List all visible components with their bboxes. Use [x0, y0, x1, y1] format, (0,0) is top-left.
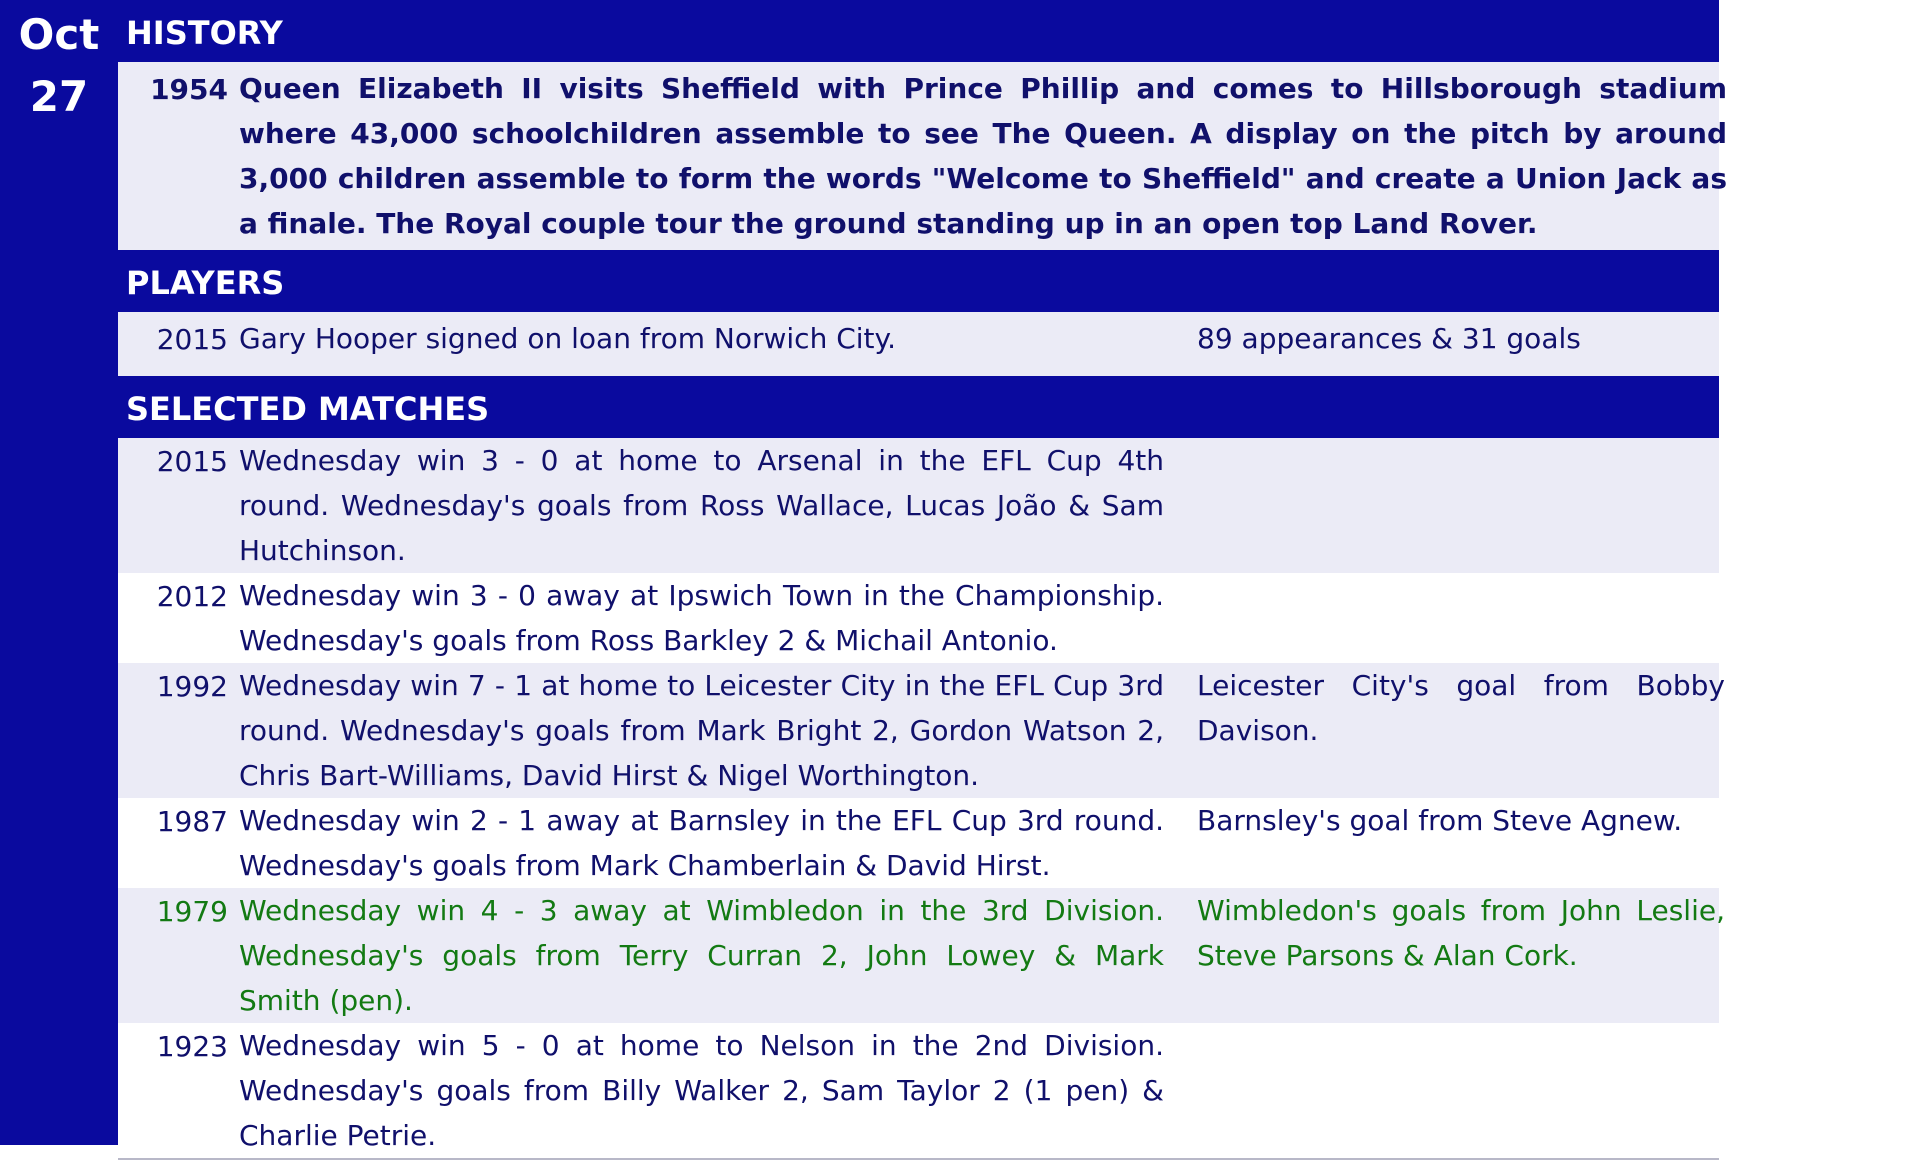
player-entry — [118, 312, 1719, 376]
match-entry — [118, 438, 1719, 573]
entry-text: Wednesday win 3 - 0 at home to Arsenal in the EFL Cup 4th round. Wednesday's goals from Ross Wallace, Lucas João & Sam Hutchinson. — [239, 444, 1164, 567]
history-header: HISTORY — [118, 0, 1719, 62]
content-area — [118, 0, 1727, 1160]
entry-year: 1954 — [150, 73, 228, 106]
date-month: Oct — [18, 10, 100, 59]
match-entry-highlighted — [118, 888, 1725, 1023]
entry-note: Leicester City's goal from Bobby Davison. — [1197, 669, 1725, 747]
entry-text: Wednesday win 5 - 0 at home to Nelson in the 2nd Division. Wednesday's goals from Billy Walker 2, Sam Taylor 2 (1 pen) & Charlie Petrie. — [239, 1029, 1164, 1152]
entry-year: 2015 — [156, 445, 228, 478]
entry-text: Wednesday win 2 - 1 away at Barnsley in the EFL Cup 3rd round. Wednesday's goals from Mark Chamberlain & David Hirst. — [239, 804, 1164, 882]
entry-year: 1979 — [156, 895, 228, 928]
entry-note — [1164, 438, 1725, 573]
entry-year: 2012 — [156, 580, 228, 613]
entry-note — [1164, 573, 1725, 663]
entry-note: 89 appearances & 31 goals — [1197, 322, 1581, 355]
entry-note: Barnsley's goal from Steve Agnew. — [1197, 804, 1683, 837]
entry-text: Wednesday win 4 - 3 away at Wimbledon in the 3rd Division. Wednesday's goals from Terry Curran 2, John Lowey & Mark Smith (pen). — [239, 894, 1164, 1017]
players-header: PLAYERS — [118, 250, 1719, 312]
match-entry — [118, 573, 1719, 663]
entry-text: Wednesday win 7 - 1 at home to Leicester City in the EFL Cup 3rd round. Wednesday's goals from Mark Bright 2, Gordon Watson 2, Chris Bart-Williams, David Hirst & Nigel Worthington. — [239, 669, 1164, 792]
entry-year: 2015 — [156, 323, 228, 356]
matches-header: SELECTED MATCHES — [118, 376, 1719, 438]
entry-note: Wimbledon's goals from John Leslie, Steve Parsons & Alan Cork. — [1197, 894, 1725, 972]
entry-text: Gary Hooper signed on loan from Norwich City. — [239, 322, 897, 355]
entry-text: Queen Elizabeth II visits Sheffield with Prince Phillip and comes to Hillsborough stadium where 43,000 schoolchildren assemble to see The Queen. A display on the pitch by around 3,000 children assemble to form the words "Welcome to Sheffield" and create a Union Jack as a finale. The Royal couple tour the ground standing up in an open top Land Rover. — [239, 72, 1727, 240]
entry-note — [1164, 1023, 1725, 1158]
entry-text: Wednesday win 3 - 0 away at Ipswich Town in the Championship. Wednesday's goals from Ross Barkley 2 & Michail Antonio. — [239, 579, 1164, 657]
history-entry — [118, 62, 1727, 250]
match-entry — [118, 1023, 1719, 1158]
entry-year: 1992 — [156, 670, 228, 703]
date-day: 27 — [29, 72, 89, 121]
entry-year: 1923 — [156, 1030, 228, 1063]
match-entry — [118, 663, 1725, 798]
date-column — [0, 0, 118, 1145]
entry-year: 1987 — [156, 805, 228, 838]
match-entry — [118, 798, 1719, 888]
